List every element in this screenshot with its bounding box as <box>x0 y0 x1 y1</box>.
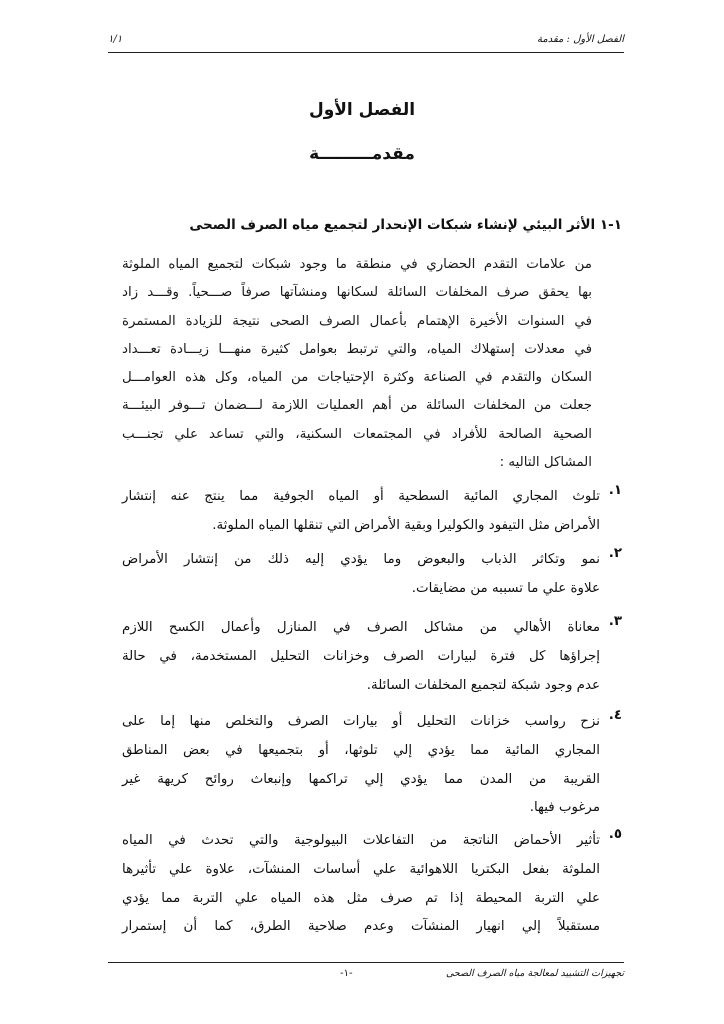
list-item-number: ٣. <box>608 614 622 629</box>
list-item-line: علاوة علي ما تسببه من مضايقات. <box>411 580 600 596</box>
list-item-line: مرغوب فيها. <box>529 800 600 816</box>
header-chapter-label: الفصل الأول : مقدمة <box>537 34 624 45</box>
list-item-line: تلوث المجاري المائية السطحية أو المياه الجوفية مما ينتج عنه إنتشار <box>122 489 600 504</box>
footer-book-title: تجهيزات التشييد لمعالجة مياه الصرف الصحى <box>445 968 624 979</box>
paragraph-line: جعلت من المخلفات السائلة من أهم العمليات اللازمة لـــضمان تـــوفر البيئـــة <box>122 398 592 414</box>
list-item-line: الملوثة بفعل البكتريا اللاهوائية علي أساسات المنشآت، علاوة علي تأثيرها <box>122 861 600 877</box>
list-item-line: الأمراض مثل التيفود والكوليرا وبقية الأمراض التي تنقلها المياه الملوثة. <box>212 517 600 533</box>
list-item-line: إجراؤها كل فترة لبيارات الصرف وخزانات التحليل المستخدمة، في حالة <box>122 648 600 664</box>
paragraph-line: بها يحقق صرف المخلفات السائلة لسكانها ومنشآتها صرفاً صـــحياً. وقـــد زاد <box>122 285 592 301</box>
list-item-line: القريبة من المدن مما يؤدي إلي تراكمها وإنبعاث روائح كريهة غير <box>122 771 600 787</box>
list-item-line: معاناة الأهالي من مشاكل الصرف في المنازل وأعمال الكسح اللازم <box>122 620 600 635</box>
list-item-number: ١. <box>608 483 622 498</box>
chapter-subtitle: مقدمـــــــــة <box>309 144 415 164</box>
intro-paragraph <box>122 251 592 477</box>
paragraph-line: من علامات التقدم الحضاري في منطقة ما وجود شبكات لتجميع المياه الملوثة <box>122 257 592 272</box>
paragraph-line: السكان والتقدم في الصناعة وكثرة الإحتياجات من المياه، وكل هذه العوامـــل <box>122 370 592 386</box>
page-header <box>108 32 624 50</box>
list-item-line: المجاري المائية مما يؤدي إلي تلوثها، أو بتجميعها في بعض المناطق <box>122 742 600 758</box>
list-item-line: علي التربة المحيطة إذا تم صرف مثل هذه المياه علي التربة مما يؤدي <box>122 890 600 906</box>
list-item-number: ٥. <box>608 827 622 842</box>
list-item-line: عدم وجود شبكة لتجميع المخلفات السائلة. <box>366 677 600 693</box>
list-item-line: نزح رواسب خزانات التحليل أو بيارات الصرف والتخلص منها إما على <box>122 714 600 729</box>
list-item-number: ٤. <box>608 708 622 723</box>
header-page-ref: ١/١ <box>108 34 123 45</box>
list-item-line: نمو وتكاثر الذباب والبعوض وما يؤدي إليه ذلك من إنتشار الأمراض <box>122 552 600 567</box>
chapter-title: الفصل الأول <box>308 100 416 120</box>
list-item-number: ٢. <box>608 546 622 561</box>
footer-page-number: -١- <box>340 968 353 979</box>
paragraph-line: الصحية الصالحة للأفراد في المجتمعات السكنية، والتي تساعد علي تجنـــب <box>122 426 592 442</box>
page-footer <box>108 966 624 982</box>
list-item-line: تأثير الأحماض الناتجة من التفاعلات البيولوجية والتي تحدث في المياه <box>122 833 600 848</box>
header-rule <box>108 52 624 53</box>
section-heading: ١-١ الأثر البيئي لإنشاء شبكات الإنحدار لتجميع مياه الصرف الصحى <box>189 217 622 233</box>
paragraph-line: المشاكل التاليه : <box>499 455 592 471</box>
paragraph-line: في السنوات الأخيرة الإهتمام بأعمال الصرف الصحى نتيجة للزيادة المستمرة <box>122 313 592 329</box>
footer-rule <box>108 962 624 963</box>
paragraph-line: في معدلات إستهلاك المياه، والتي ترتبط بعوامل كثيرة منهـــا زيـــادة تعـــداد <box>122 341 592 357</box>
list-item-line: مستقبلاً إلي انهيار المنشآت وعدم صلاحية الطرق، كما أن إستمرار <box>122 919 600 935</box>
